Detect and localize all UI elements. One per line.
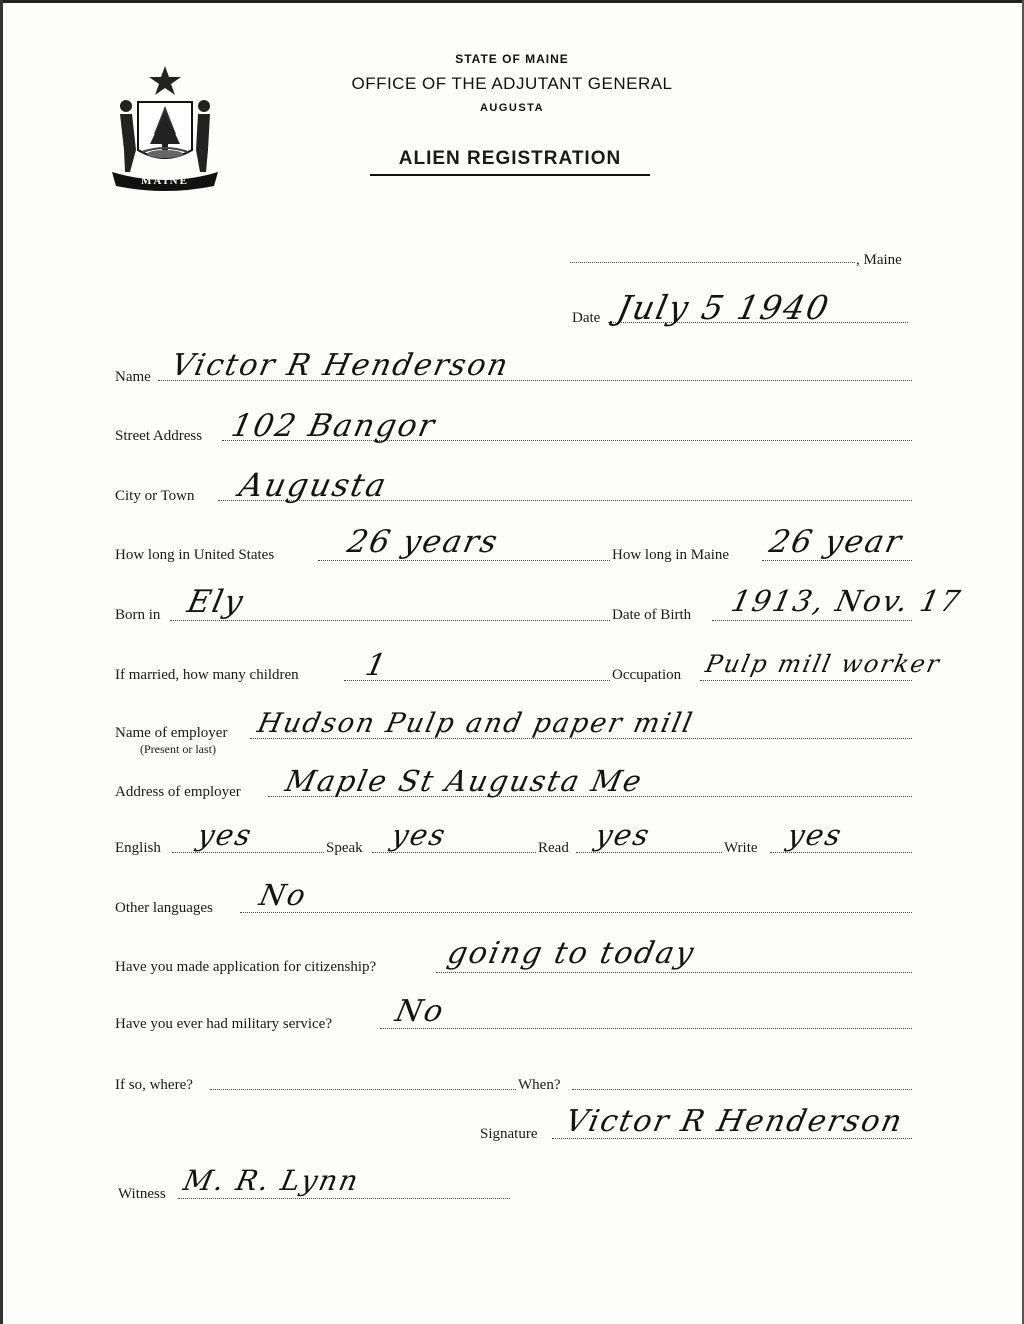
- long-maine-line: [762, 560, 912, 561]
- when-label: When?: [518, 1077, 561, 1093]
- long-us-value: 26 years: [344, 524, 503, 560]
- children-label: If married, how many children: [115, 667, 299, 683]
- long-maine-value: 26 year: [766, 524, 907, 560]
- citizenship-label: Have you made application for citizenship?: [115, 959, 377, 975]
- where-label: If so, where?: [115, 1077, 193, 1093]
- write-value: yes: [784, 818, 847, 852]
- military-value: No: [392, 994, 449, 1029]
- long-maine-label: How long in Maine: [612, 547, 730, 563]
- occupation-line: [700, 680, 912, 681]
- witness-value: M. R. Lynn: [180, 1164, 363, 1197]
- english-value: yes: [194, 818, 257, 852]
- english-label: English: [115, 840, 161, 856]
- maine-label: , Maine: [856, 252, 902, 268]
- page-border-top: [0, 0, 1024, 3]
- english-line: [172, 852, 324, 853]
- form-title: ALIEN REGISTRATION: [398, 148, 622, 169]
- long-us-label: How long in United States: [115, 547, 275, 563]
- read-line: [576, 852, 722, 853]
- employer-name-label: Name of employer: [115, 725, 228, 741]
- signature-label: Signature: [480, 1126, 538, 1142]
- employer-sub-label: (Present or last): [140, 742, 216, 756]
- signature-value: Victor R Henderson: [562, 1104, 907, 1139]
- date-of-birth-value: 1913, Nov. 17: [728, 584, 965, 618]
- born-in-line: [170, 620, 610, 621]
- city-town-label: City or Town: [115, 488, 195, 504]
- street-address-label: Street Address: [115, 428, 203, 444]
- date-value: July 5 1940: [613, 288, 834, 327]
- write-line: [770, 852, 912, 853]
- occupation-value: Pulp mill worker: [703, 650, 944, 678]
- speak-value: yes: [388, 818, 451, 852]
- citizenship-value: going to today: [444, 936, 699, 971]
- employer-address-value: Maple St Augusta Me: [282, 764, 647, 798]
- date-of-birth-label: Date of Birth: [612, 607, 692, 623]
- speak-label: Speak: [326, 840, 363, 856]
- witness-line: [178, 1198, 510, 1199]
- name-value: Victor R Henderson: [168, 348, 513, 383]
- employer-name-value: Hudson Pulp and paper mill: [254, 708, 697, 739]
- date-label: Date: [572, 310, 601, 326]
- date-of-birth-line: [712, 620, 912, 621]
- military-line: [380, 1028, 912, 1029]
- write-label: Write: [724, 840, 758, 856]
- speak-line: [372, 852, 536, 853]
- seal-banner-text: MAINE: [141, 175, 189, 187]
- title-underline: [370, 174, 650, 176]
- citizenship-line: [436, 972, 912, 973]
- when-line: [572, 1089, 912, 1090]
- witness-label: Witness: [118, 1186, 166, 1202]
- military-label: Have you ever had military service?: [115, 1016, 332, 1032]
- born-in-label: Born in: [115, 607, 161, 623]
- city-town-value: Augusta: [235, 466, 392, 504]
- name-label: Name: [115, 369, 151, 385]
- occupation-label: Occupation: [612, 667, 682, 683]
- read-label: Read: [538, 840, 569, 856]
- street-address-value: 102 Bangor: [228, 408, 440, 444]
- employer-address-label: Address of employer: [115, 784, 241, 800]
- where-line: [210, 1089, 516, 1090]
- children-value: 1: [362, 648, 391, 683]
- other-languages-label: Other languages: [115, 900, 213, 916]
- born-in-value: Ely: [184, 584, 248, 620]
- page-border-left: [0, 0, 3, 1324]
- other-languages-line: [240, 912, 912, 913]
- state-heading: STATE OF MAINE: [455, 52, 569, 66]
- city-heading: AUGUSTA: [479, 102, 545, 114]
- read-value: yes: [592, 818, 655, 852]
- office-heading: OFFICE OF THE ADJUTANT GENERAL: [351, 74, 673, 93]
- long-us-line: [318, 560, 610, 561]
- other-languages-value: No: [256, 878, 311, 912]
- place-line: [570, 262, 855, 263]
